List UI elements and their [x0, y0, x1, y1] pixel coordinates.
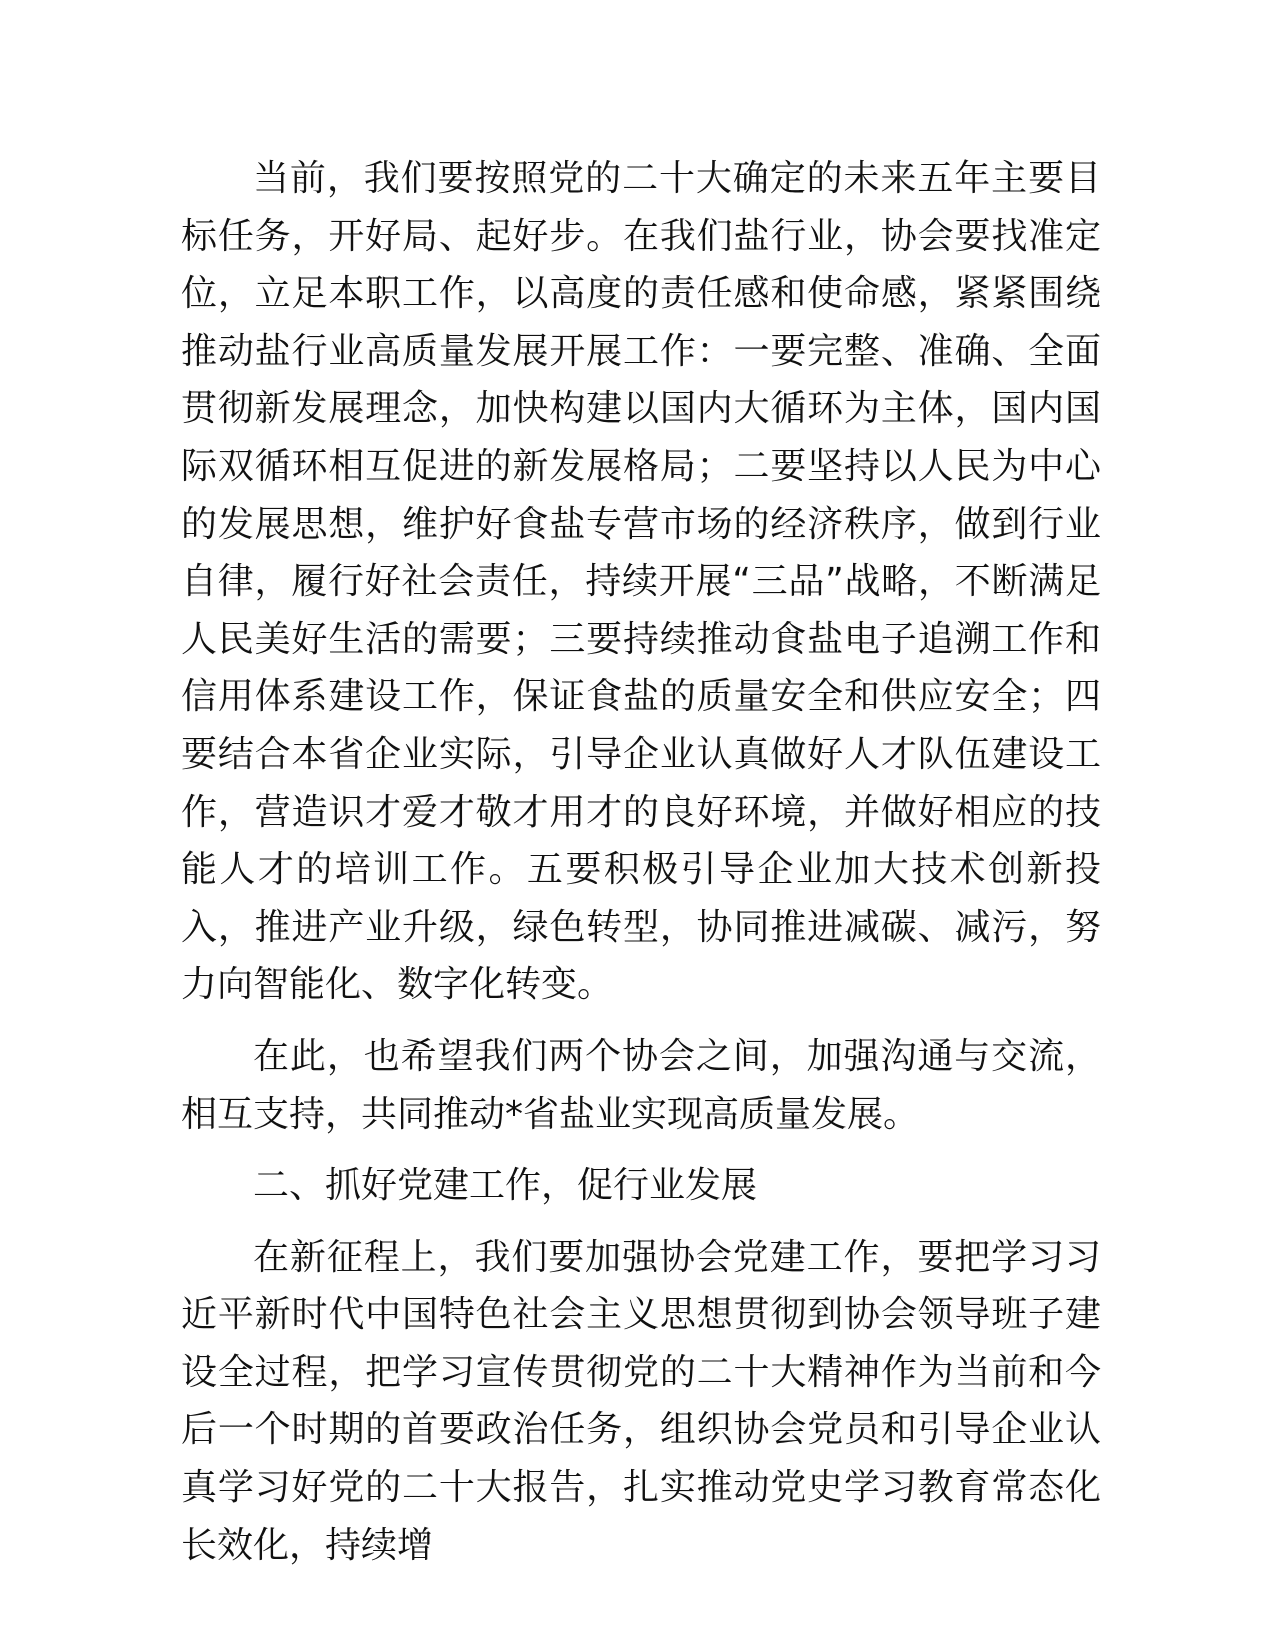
document-body	[181, 150, 1101, 1574]
paragraph-goals: 当前，我们要按照党的二十大确定的未来五年主要目标任务，开好局、起好步。在我们盐行业，协会要找准定位，立足本职工作，以高度的责任感和使命感，紧紧围绕推动盐行业高质量发展开展工作：一要完整、准确、全面贯彻新发展理念，加快构建以国内大循环为主体，国内国际双循环相互促进的新发展格局；二要坚持以人民为中心的发展思想，维护好食盐专营市场的经济秩序，做到行业自律，履行好社会责任，持续开展“三品”战略，不断满足人民美好生活的需要；三要持续推动食盐电子追溯工作和信用体系建设工作，保证食盐的质量安全和供应安全；四要结合本省企业实际，引导企业认真做好人才队伍建设工作，营造识才爱才敬才用才的良好环境，并做好相应的技能人才的培训工作。五要积极引导企业加大技术创新投入，推进产业升级，绿色转型，协同推进减碳、减污，努力向智能化、数字化转变。	[181, 158, 1101, 1006]
paragraph-cooperation: 在此，也希望我们两个协会之间，加强沟通与交流，相互支持，共同推动*省盐业实现高质量发展。	[181, 1035, 1101, 1135]
section-heading: 二、抓好党建工作，促行业发展	[253, 1165, 758, 1207]
paragraph-party-building: 在新征程上，我们要加强协会党建工作，要把学习习近平新时代中国特色社会主义思想贯彻到协会领导班子建设全过程，把学习宣传贯彻党的二十大精神作为当前和今后一个时期的首要政治任务，组织协会党员和引导企业认真学习好党的二十大报告，扎实推动党史学习教育常态化长效化，持续增	[181, 1236, 1101, 1566]
